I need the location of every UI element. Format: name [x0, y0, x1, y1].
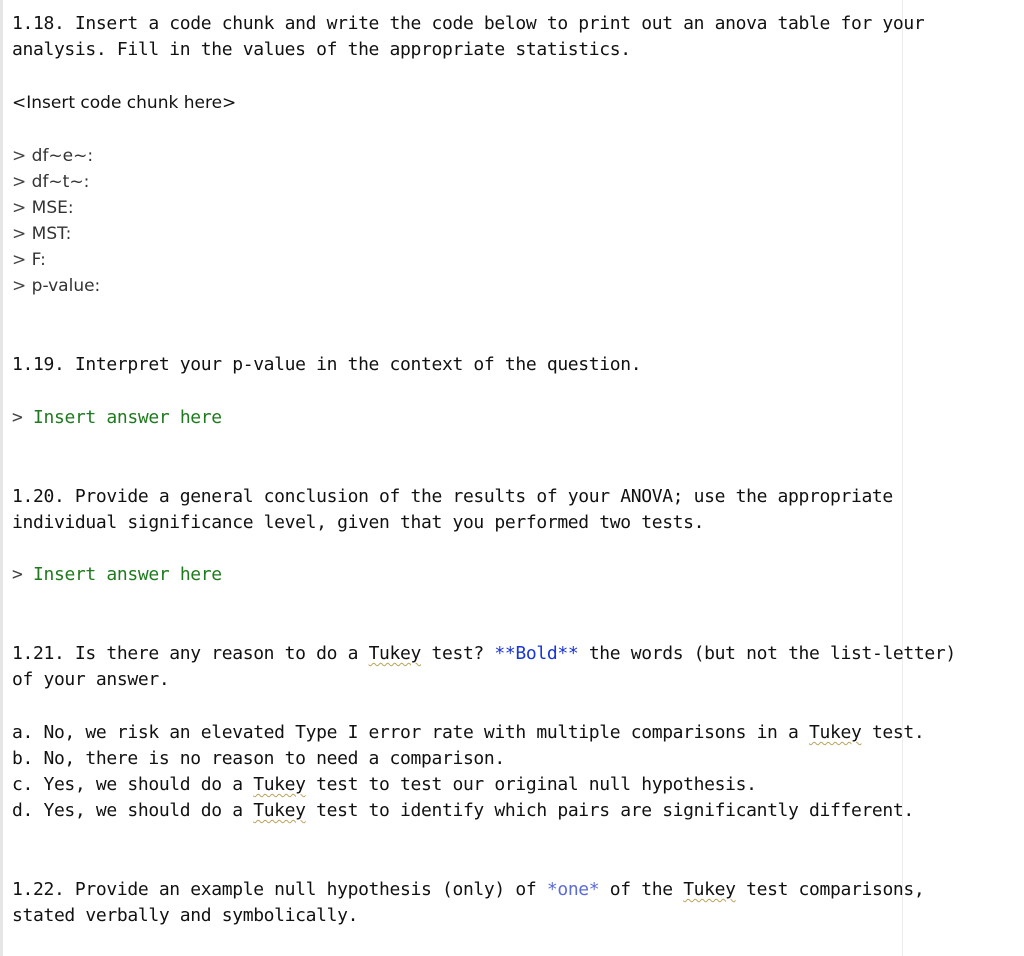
- stat-line-p-value: [12, 273, 100, 299]
- question-1-21-line-1: [12, 641, 956, 667]
- spellcheck-word: Tukey: [253, 800, 306, 821]
- stat-label: df~e~:: [31, 146, 94, 166]
- blockquote-marker: >: [12, 172, 27, 192]
- markdown-bold-syntax: **Bold**: [494, 643, 579, 664]
- text-segment: 1.22. Provide an example null hypothesis (only) of: [12, 879, 547, 900]
- blockquote-marker: >: [12, 564, 23, 585]
- question-1-18-line-2: analysis. Fill in the values of the appropriate statistics.: [12, 39, 631, 60]
- question-1-20-line-1: 1.20. Provide a general conclusion of the results of your ANOVA; use the appropriate: [12, 486, 893, 507]
- option-a: [12, 720, 924, 746]
- answer-placeholder: Insert answer here: [33, 564, 222, 585]
- text-segment: test.: [861, 722, 925, 743]
- stat-label: F:: [31, 250, 46, 270]
- blockquote-marker: >: [12, 198, 27, 218]
- code-chunk-placeholder: <Insert code chunk here>: [12, 93, 237, 113]
- stat-label: p-value:: [31, 276, 101, 296]
- blockquote-marker: >: [12, 250, 27, 270]
- stat-line-df-t: [12, 169, 89, 195]
- spellcheck-word: Tukey: [683, 879, 736, 900]
- text-segment: b. No, there is no reason to need a comparison.: [12, 748, 505, 769]
- question-1-22-line-1: [12, 877, 924, 903]
- blockquote-marker: >: [12, 407, 23, 428]
- text-segment: test to identify which pairs are significantly different.: [305, 800, 914, 821]
- stat-label: MSE:: [31, 198, 74, 218]
- stat-line-mse: [12, 195, 74, 221]
- question-1-18-line-1: 1.18. Insert a code chunk and write the code below to print out an anova table for your: [12, 13, 925, 34]
- stat-label: df~t~:: [31, 172, 90, 192]
- spellcheck-word: Tukey: [253, 774, 306, 795]
- question-1-19-line-1: 1.19. Interpret your p-value in the context of the question.: [12, 354, 642, 375]
- text-segment: the words (but not the list-letter): [578, 643, 956, 664]
- answer-line-1-20: [12, 562, 222, 588]
- stat-line-df-e: [12, 143, 93, 169]
- question-1-21-line-2: of your answer.: [12, 669, 170, 690]
- stat-label: MST:: [31, 224, 72, 244]
- question-1-22-line-2: stated verbally and symbolically.: [12, 905, 359, 926]
- question-1-20-line-2: individual significance level, given that you performed two tests.: [12, 512, 705, 533]
- markdown-emphasis-syntax: *one*: [546, 879, 600, 900]
- text-segment: test?: [421, 643, 495, 664]
- blockquote-marker: >: [12, 224, 27, 244]
- spellcheck-word: Tukey: [809, 722, 862, 743]
- option-d: [12, 798, 914, 824]
- stat-line-mst: [12, 221, 71, 247]
- answer-placeholder: Insert answer here: [33, 407, 222, 428]
- blockquote-marker: >: [12, 276, 27, 296]
- text-segment: of the: [599, 879, 684, 900]
- text-segment: test to test our original null hypothesis.: [305, 774, 757, 795]
- blockquote-marker: >: [12, 146, 27, 166]
- text-segment: d. Yes, we should do a: [12, 800, 254, 821]
- spellcheck-word: Tukey: [368, 643, 421, 664]
- stat-line-f: [12, 247, 46, 273]
- answer-line-1-19: [12, 405, 222, 431]
- option-b: [12, 746, 505, 772]
- text-segment: c. Yes, we should do a: [12, 774, 254, 795]
- text-segment: 1.21. Is there any reason to do a: [12, 643, 369, 664]
- text-segment: test comparisons,: [735, 879, 925, 900]
- text-segment: a. No, we risk an elevated Type I error rate with multiple comparisons in a: [12, 722, 810, 743]
- option-c: [12, 772, 757, 798]
